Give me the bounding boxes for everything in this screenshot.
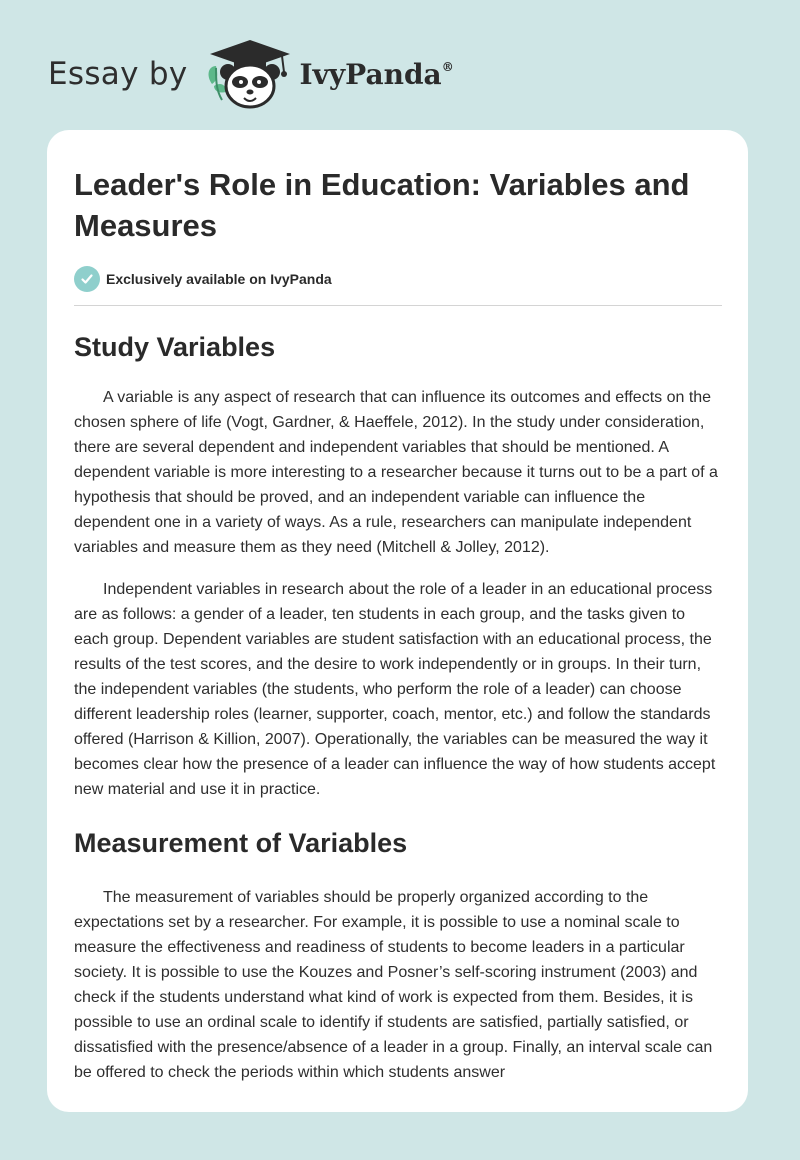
- brand-name[interactable]: IvyPanda®: [299, 57, 454, 91]
- article-card: [47, 130, 748, 1112]
- check-icon: [74, 266, 100, 292]
- brand-prefix: Essay by: [48, 56, 188, 92]
- paragraph: The measurement of variables should be properly organized according to the expectations set by a researcher. For example, it is possible to use a nominal scale to measure the effectiveness and readiness of students to become leaders in a particular society. It is possible to use the Kouzes and Posner’s self-scoring instrument (2003) and check if the students understand what kind of work is expected from them. Besides, it is possible to use an ordinal scale to identify if students are satisfied, partially satisfied, or dissatisfied with the presence/absence of a leader in a group. Finally, an interval scale can be offered to check the periods within which students answer: [74, 889, 713, 1081]
- badge-label: Exclusively available on IvyPanda: [106, 271, 332, 287]
- exclusive-badge: [74, 266, 722, 292]
- article-title: Leader's Role in Education: Variables and Measures: [74, 167, 690, 243]
- panda-graduate-logo-icon[interactable]: [204, 36, 296, 112]
- paragraph: A variable is any aspect of research that can influence its outcomes and effects on the chosen sphere of life (Vogt, Gardner, & Haeffele, 2012). In the study under consideration, there are several dependent and independent variables that should be mentioned. A dependent variable is more interesting to a researcher because it turns out to be a part of a hypothesis that should be proved, and an independent variable can influence the dependent one in a variety of ways. As a rule, researchers can manipulate independent variables and measure them as they need (Mitchell & Jolley, 2012).: [74, 389, 718, 556]
- section-heading-study-variables: Study Variables: [74, 332, 276, 362]
- section-heading-measurement-of-variables: Measurement of Variables: [74, 828, 408, 858]
- site-header: [48, 36, 454, 112]
- divider: [74, 305, 722, 306]
- paragraph: Independent variables in research about the role of a leader in an educational process are as follows: a gender of a leader, ten students in each group, and the tasks given to each group. Dependent variables are student satisfaction with an educational process, the results of the test scores, and the desire to work independently or in groups. In their turn, the independent variables (the students, who perform the role of a leader) can choose different leadership roles (learner, supporter, coach, mentor, etc.) and follow the standards offered (Harrison & Killion, 2007). Operationally, the variables can be measured the way it becomes clear how the presence of a leader can influence the way of how students accept new material and use it in practice.: [74, 581, 716, 798]
